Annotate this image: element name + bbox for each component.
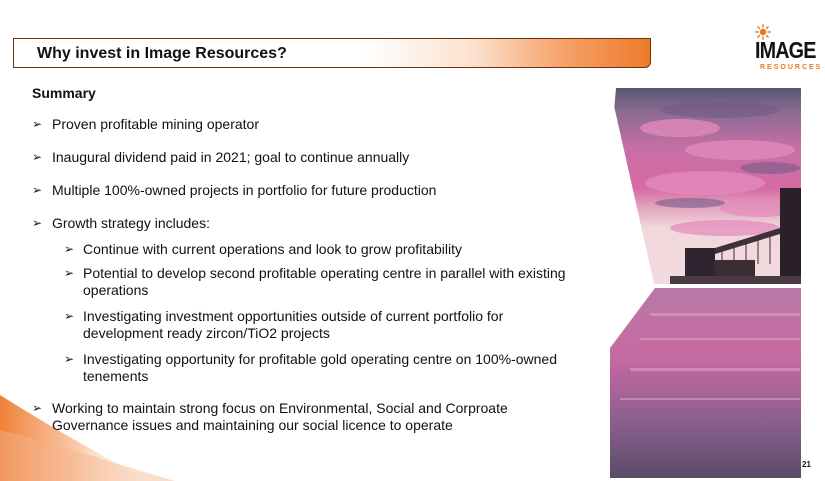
sub-bullet-item: ➢ Investigating investment opportunities outside of current portfolio for development ready zircon/TiO2 projects [64,308,504,341]
title-bar [13,38,651,68]
arrow-bullet-icon: ➢ [32,216,43,230]
arrow-bullet-icon: ➢ [32,401,43,415]
arrow-bullet-icon: ➢ [32,183,43,197]
sub-bullet-item: ➢ Potential to develop second profitable operating centre in parallel with existing operations [64,265,566,298]
bullet-item: ➢ Multiple 100%-owned projects in portfolio for future production [32,182,437,198]
arrow-bullet-icon: ➢ [64,242,75,256]
arrow-bullet-icon: ➢ [64,266,75,280]
arrow-bullet-icon: ➢ [32,150,43,164]
arrow-bullet-icon: ➢ [32,117,43,131]
sub-bullet-item: ➢ Continue with current operations and look to grow profitability [64,241,462,257]
arrow-bullet-icon: ➢ [64,309,75,323]
logo-tagline: RESOURCES [760,64,823,71]
company-logo [752,24,824,76]
sunset-photo [610,88,801,478]
page-number: 21 [802,460,811,469]
bullet-item: ➢ Growth strategy includes: [32,215,210,231]
summary-heading: Summary [32,85,96,101]
logo-wordmark: IMAGE [755,37,816,63]
bullet-item: ➢ Working to maintain strong focus on Environmental, Social and Corproate Governance issues and maintaining our social licence to operate [32,400,508,433]
bullet-item: ➢ Inaugural dividend paid in 2021; goal to continue annually [32,149,410,165]
sub-bullet-item: ➢ Investigating opportunity for profitable gold operating centre on 100%-owned tenements [64,351,557,384]
bullet-item: ➢ Proven profitable mining operator [32,116,260,132]
slide-title: Why invest in Image Resources? [37,45,287,62]
arrow-bullet-icon: ➢ [64,352,75,366]
sunset-photo-image [610,88,801,478]
